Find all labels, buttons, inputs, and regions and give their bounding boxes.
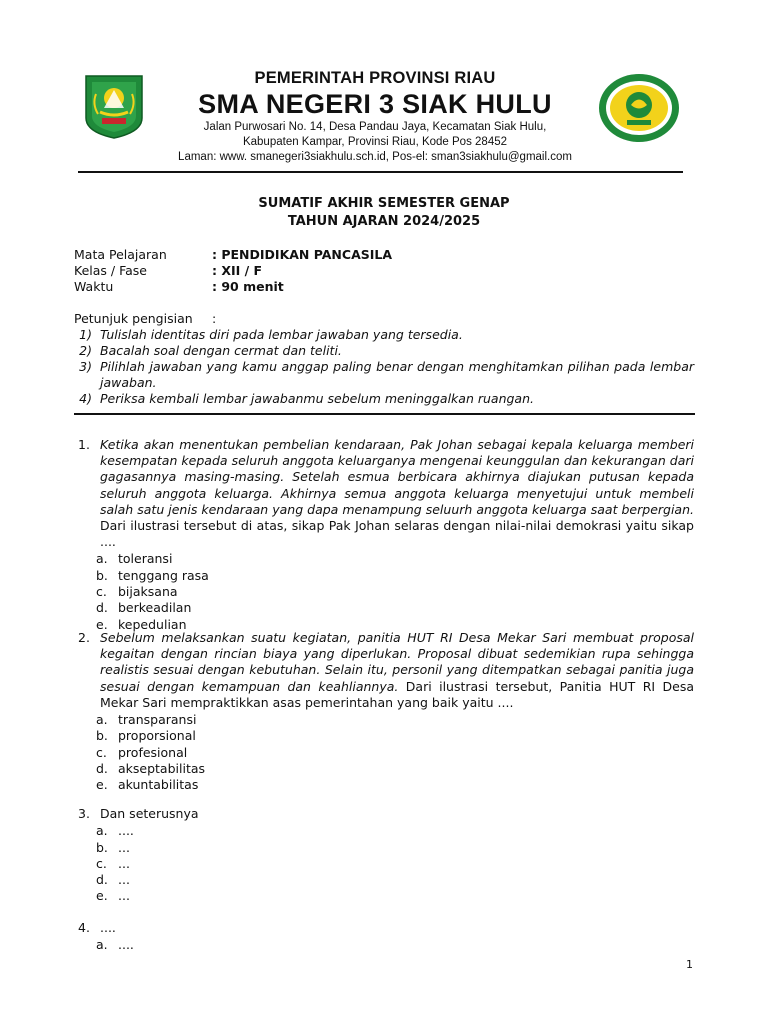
identity-value: : PENDIDIKAN PANCASILA	[212, 247, 393, 262]
question-1	[78, 437, 694, 633]
question-4	[78, 920, 694, 954]
answer-options	[96, 823, 694, 904]
option-letter: d.	[96, 600, 108, 616]
answer-option[interactable]	[96, 568, 694, 584]
answer-option[interactable]	[96, 745, 694, 761]
option-text: ...	[118, 872, 130, 888]
instructions-label: Petunjuk pengisian	[74, 311, 193, 326]
answer-option[interactable]	[96, 551, 694, 567]
instruction-item	[74, 391, 694, 407]
option-letter: b.	[96, 567, 108, 583]
instructions-heading	[74, 311, 694, 327]
identity-class	[74, 263, 392, 279]
question-text	[100, 920, 694, 936]
instruction-item	[74, 343, 694, 359]
answer-option[interactable]	[96, 777, 694, 793]
school-name: SMA NEGERI 3 SIAK HULU	[198, 89, 552, 119]
academic-year: TAHUN AJARAN 2024/2025	[287, 214, 481, 229]
option-text: ....	[118, 823, 134, 839]
answer-options	[96, 937, 694, 953]
instructions-colon: :	[212, 311, 217, 326]
option-letter: c.	[96, 744, 107, 760]
answer-option[interactable]	[96, 888, 694, 904]
answer-option[interactable]	[96, 872, 694, 888]
identity-block	[74, 247, 392, 295]
answer-option[interactable]	[96, 856, 694, 872]
option-text: akseptabilitas	[118, 760, 206, 776]
instruction-text: Tulislah identitas diri pada lembar jawaban yang tersedia.	[100, 327, 463, 342]
address-line-1: Jalan Purwosari No. 14, Desa Pandau Jaya, Kecamatan Siak Hulu,	[203, 121, 547, 133]
question-text	[100, 806, 694, 822]
option-letter: d.	[96, 760, 108, 776]
answer-option[interactable]	[96, 712, 694, 728]
letterhead-divider	[78, 171, 683, 173]
option-letter: a.	[96, 823, 108, 839]
option-text: ....	[118, 937, 134, 953]
instruction-number: 1)	[79, 327, 92, 342]
question-number: 2.	[78, 630, 90, 645]
option-text: proporsional	[118, 728, 196, 744]
exam-title: SUMATIF AKHIR SEMESTER GENAP	[258, 196, 510, 211]
identity-label: Kelas / Fase	[74, 263, 147, 278]
option-text: tenggang rasa	[118, 567, 209, 583]
option-text: bijaksana	[118, 584, 178, 600]
page-number: 1	[686, 958, 693, 971]
option-text: kepedulian	[118, 616, 187, 632]
instruction-text: Bacalah soal dengan cermat dan teliti.	[100, 343, 342, 358]
riau-emblem-icon	[82, 74, 146, 140]
question-scenario: Sebelum melaksankan suatu kegiatan, panitia HUT RI Desa Mekar Sari membuat proposal kegaitan dengan rincian biaya yang diperlukan. Proposal dibuat sedemikian rupa sehingga realistis sesuai dengan kebutuhan. Selain itu, personil yang ditempatkan sebagai panitia juga sesuai dengan kemampuan dan keahliannya.	[100, 630, 694, 694]
option-text: toleransi	[118, 551, 173, 567]
instructions-divider	[74, 413, 695, 415]
option-letter: e.	[96, 777, 108, 793]
identity-subject	[74, 247, 392, 263]
option-letter: a.	[96, 551, 108, 567]
government-name: PEMERINTAH PROVINSI RIAU	[254, 69, 496, 87]
identity-value: : 90 menit	[212, 279, 284, 294]
question-prompt: ....	[100, 920, 116, 935]
option-text: transparansi	[118, 712, 197, 728]
instruction-item	[74, 359, 694, 391]
question-text	[100, 437, 694, 550]
option-text: akuntabilitas	[118, 777, 199, 793]
instruction-number: 3)	[79, 359, 92, 374]
option-text: ...	[118, 855, 130, 871]
option-letter: c.	[96, 584, 107, 600]
instruction-text: Pilihlah jawaban yang kamu anggap paling benar dengan menghitamkan pilihan pada lembar jawaban.	[100, 359, 694, 390]
answer-option[interactable]	[96, 728, 694, 744]
answer-option[interactable]	[96, 937, 694, 953]
option-text: ...	[118, 888, 130, 904]
question-2	[78, 630, 694, 794]
instruction-text: Periksa kembali lembar jawabanmu sebelum meninggalkan ruangan.	[100, 391, 534, 406]
answer-option[interactable]	[96, 584, 694, 600]
option-text: profesional	[118, 744, 188, 760]
instructions-list	[74, 327, 694, 407]
question-text	[100, 630, 694, 711]
option-letter: b.	[96, 728, 108, 744]
instruction-item	[74, 327, 694, 343]
address-line-2: Kabupaten Kampar, Provinsi Riau, Kode Pos 28452	[242, 136, 508, 148]
option-letter: e.	[96, 616, 108, 632]
instruction-number: 2)	[79, 343, 92, 358]
question-prompt: Dari ilustrasi tersebut, Panitia HUT RI Desa Mekar Sari mempraktikkan asas pemerintahan yang baik yaitu ....	[100, 678, 694, 710]
answer-options	[96, 712, 694, 793]
letterhead	[160, 68, 590, 165]
instruction-number: 4)	[79, 391, 92, 406]
option-letter: d.	[96, 872, 108, 888]
option-letter: e.	[96, 888, 108, 904]
identity-label: Mata Pelajaran	[74, 247, 167, 262]
identity-time	[74, 279, 392, 295]
identity-value: : XII / F	[212, 263, 263, 278]
question-number: 3.	[78, 806, 90, 821]
option-letter: a.	[96, 937, 108, 953]
contact-line: Laman: www. smanegeri3siakhulu.sch.id, Pos-el: sman3siakhulu@gmail.com	[178, 151, 572, 163]
question-3	[78, 806, 694, 905]
answer-option[interactable]	[96, 840, 694, 856]
answer-options	[96, 551, 694, 632]
question-number: 1.	[78, 437, 90, 452]
question-number: 4.	[78, 920, 90, 935]
answer-option[interactable]	[96, 761, 694, 777]
question-prompt: Dan seterusnya	[100, 806, 199, 821]
option-text: ...	[118, 839, 130, 855]
question-prompt: Dari ilustrasi tersebut di atas, sikap Pak Johan selaras dengan nilai-nilai demokrasi yaitu sikap ....	[100, 518, 694, 550]
option-letter: a.	[96, 712, 108, 728]
school-emblem-icon	[597, 72, 681, 144]
identity-label: Waktu	[74, 279, 114, 294]
question-scenario: Ketika akan menentukan pembelian kendaraan, Pak Johan sebagai kepala keluarga memberi kesempatan kepada seluruh anggota keluarganya mengenai keunggulan dan kekurangan dari gagasannya masing-masing. Setelah esmua berbicara akhirnya diajukan putusan kepada seluruh anggota keluarga. Akhirnya semua anggota keluarga menyetujui untuk membeli salah satu jenis kendaraan yang dapa menampung seluurh anggota keluarga saat berpergian.	[100, 437, 694, 517]
option-letter: b.	[96, 839, 108, 855]
option-letter: c.	[96, 855, 107, 871]
answer-option[interactable]	[96, 600, 694, 616]
answer-option[interactable]	[96, 823, 694, 839]
instructions	[74, 311, 694, 407]
option-text: berkeadilan	[118, 600, 192, 616]
